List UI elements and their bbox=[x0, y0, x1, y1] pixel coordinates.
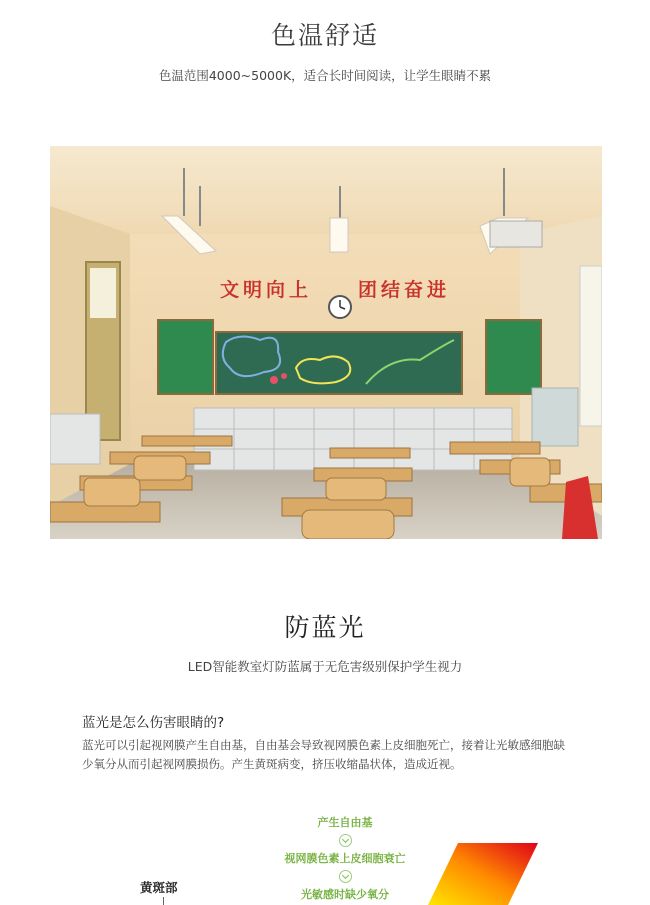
left-cabinet bbox=[50, 414, 100, 464]
side-board-left bbox=[158, 320, 213, 394]
section-title-color-temperature: 色温舒适 bbox=[270, 21, 379, 50]
flow-step-1: 产生自由基 bbox=[317, 816, 373, 829]
section-title-anti-blue-light: 防蓝光 bbox=[284, 613, 366, 642]
right-window bbox=[580, 266, 602, 426]
chalkboard bbox=[216, 332, 462, 394]
door-window bbox=[90, 268, 116, 318]
chevron-down-icon bbox=[339, 870, 352, 883]
flow-step-2: 视网膜色素上皮细胞衰亡 bbox=[284, 852, 406, 865]
clock-icon bbox=[329, 296, 351, 318]
side-board-right bbox=[486, 320, 541, 394]
chevron-down-icon bbox=[339, 834, 352, 847]
banner-left-text: 文明向上 bbox=[220, 279, 313, 301]
banner-right-text: 团结奋进 bbox=[358, 279, 451, 301]
classroom-illustration bbox=[50, 146, 602, 539]
explanation-paragraph: 蓝光可以引起视网膜产生自由基，自由基会导致视网膜色素上皮细胞死亡，接着让光敏感细胞缺少氧分从而引起视网膜损伤。产生黄斑病变，挤压收缩晶状体，造成近视。 bbox=[82, 738, 565, 771]
macula-pointer-line bbox=[163, 897, 164, 905]
right-cabinet bbox=[532, 388, 578, 446]
flow-step-3: 光敏感时缺少氧分 bbox=[301, 888, 389, 901]
storage-cabinets bbox=[194, 408, 512, 470]
macula-label: 黄斑部 bbox=[140, 880, 178, 895]
section-subtitle-anti-blue-light: LED智能教室灯防蓝属于无危害级别保护学生视力 bbox=[187, 659, 463, 674]
question-heading: 蓝光是怎么伤害眼睛的? bbox=[82, 715, 225, 731]
projector-icon bbox=[490, 221, 542, 247]
damage-flow-diagram bbox=[250, 815, 440, 903]
classroom-photo bbox=[50, 146, 602, 539]
light-spectrum-graphic bbox=[428, 843, 538, 905]
section-subtitle-color-temperature: 色温范围4000~5000K，适合长时间阅读，让学生眼睛不累 bbox=[158, 68, 492, 83]
